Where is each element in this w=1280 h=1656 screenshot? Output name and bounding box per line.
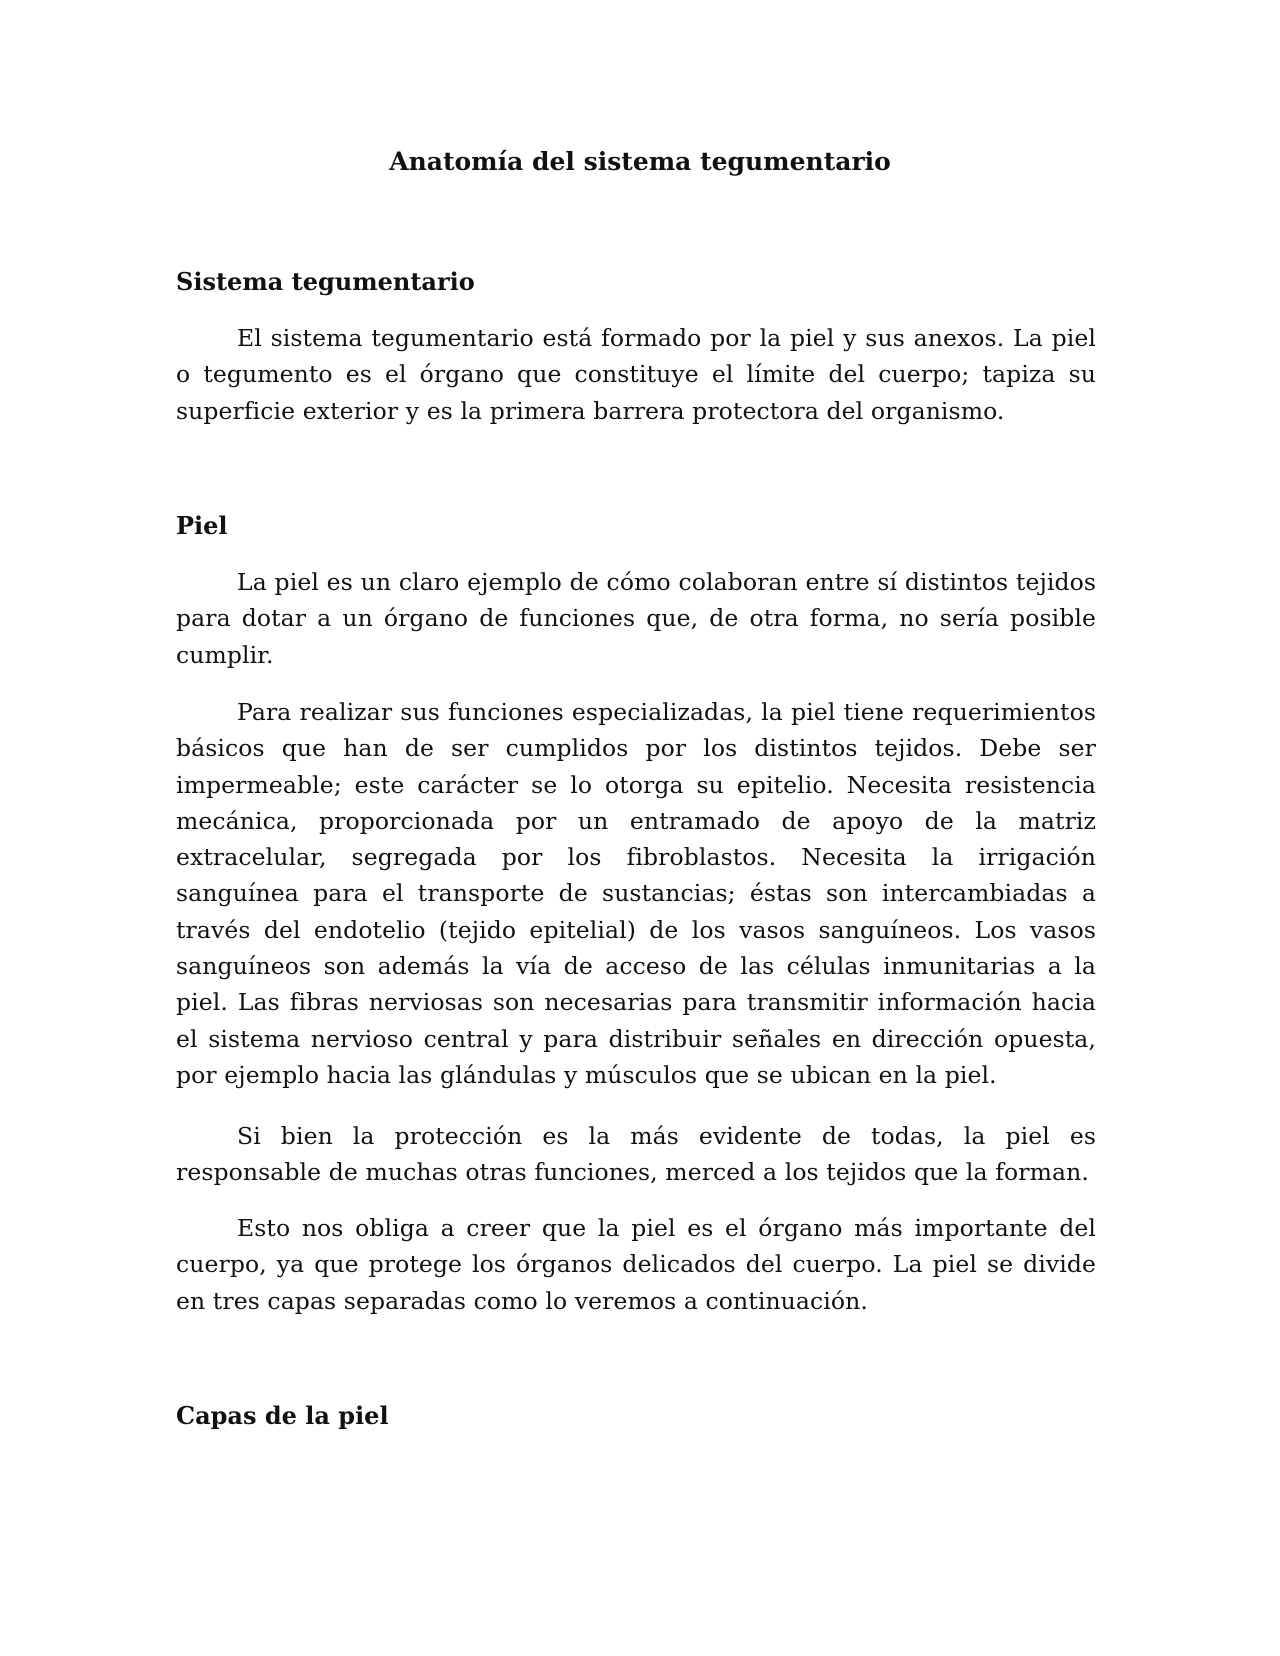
paragraph-sistema-tegumentario-intro: El sistema tegumentario está formado por la piel y sus anexos. La piel o tegumento es el órgano que constituye el límite del cuerpo; tapiza su superficie exterior y es la primera barrera protectora del organismo.: [176, 324, 1096, 425]
paragraph-piel-2: Para realizar sus funciones especializadas, la piel tiene requerimientos básicos que han de ser cumplidos por los distintos tejidos. Debe ser impermeable; este carácter se lo otorga su epitelio. Necesita resistencia mecánica, proporcionada por un entramado de apoyo de la matriz extracelular, segregada por los fibroblastos. Necesita la irrigación sanguínea para el transporte de sustancias; éstas son intercambiadas a través del endotelio (tejido epitelial) de los vasos sanguíneos. Los vasos sanguíneos son además la vía de acceso de las células inmunitarias a la piel. Las fibras nerviosas son necesarias para transmitir información hacia el sistema nervioso central y para distribuir señales en dirección opuesta, por ejemplo hacia las glándulas y músculos que se ubican en la piel.: [176, 698, 1096, 1089]
section-heading-capas-de-la-piel: Capas de la piel: [176, 1401, 389, 1430]
paragraph-piel-4: Esto nos obliga a creer que la piel es el órgano más importante del cuerpo, ya que protege los órganos delicados del cuerpo. La piel se divide en tres capas separadas como lo veremos a continuación.: [176, 1214, 1096, 1315]
section-heading-piel: Piel: [176, 511, 228, 540]
paragraph-piel-1: La piel es un claro ejemplo de cómo colaboran entre sí distintos tejidos para dotar a un órgano de funciones que, de otra forma, no sería posible cumplir.: [176, 568, 1096, 669]
paragraph-piel-3: Si bien la protección es la más evidente de todas, la piel es responsable de muchas otras funciones, merced a los tejidos que la forman.: [176, 1122, 1096, 1187]
document-title: Anatomía del sistema tegumentario: [389, 147, 891, 176]
section-heading-sistema-tegumentario: Sistema tegumentario: [176, 267, 475, 296]
